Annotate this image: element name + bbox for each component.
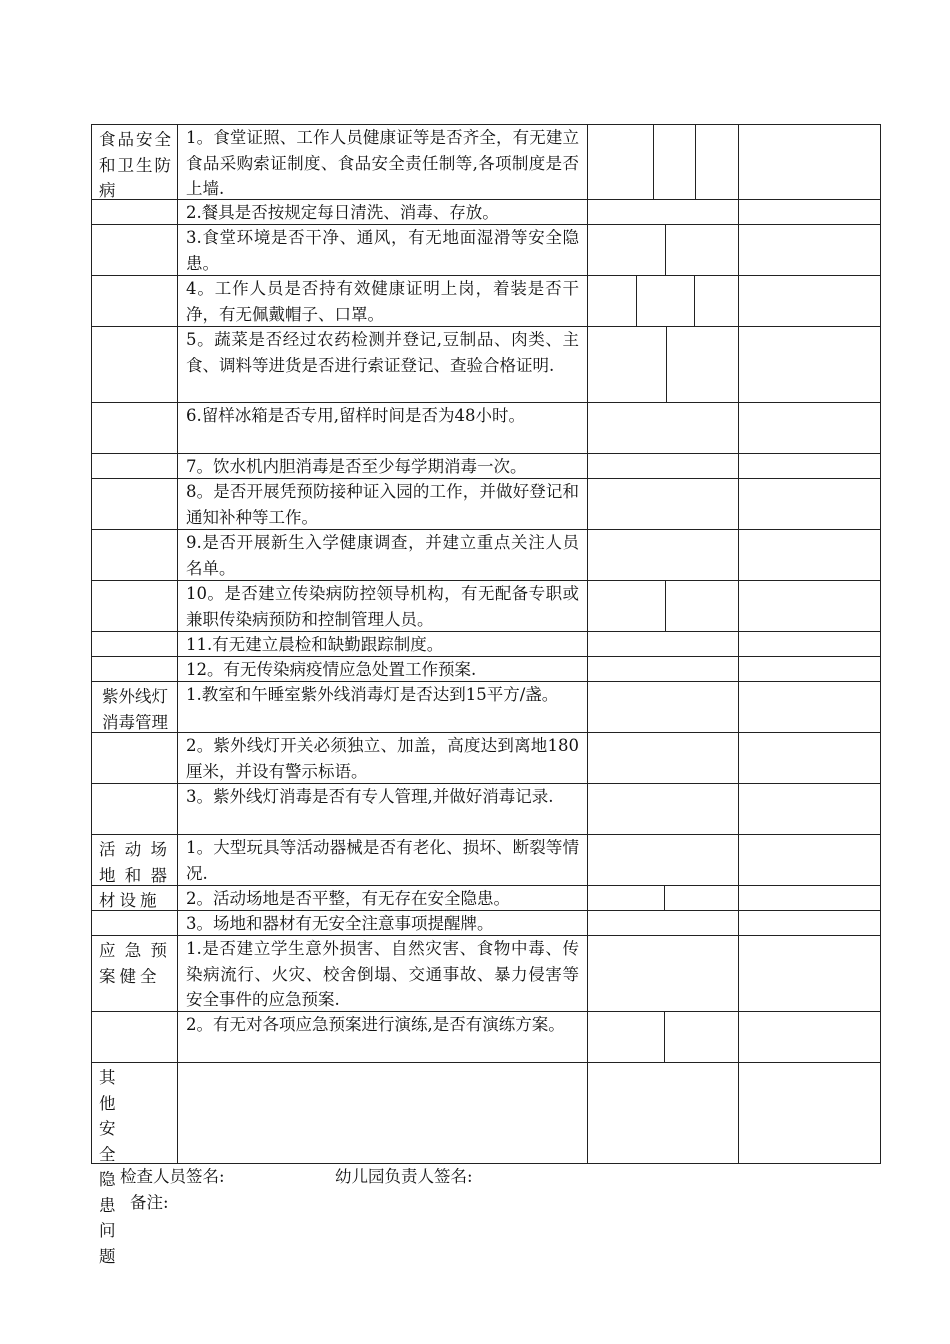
check-item: 6.留样冰箱是否专用,留样时间是否为48小时。 [186, 406, 525, 425]
category-label: 其他安全隐患问题 [99, 1068, 130, 1266]
checklist-row [91, 200, 881, 225]
check-item: 3。紫外线灯消毒是否有专人管理,并做好消毒记录. [186, 787, 554, 806]
checklist-row [91, 479, 881, 530]
check-item: 12。有无传染病疫情应急处置工作预案. [186, 660, 477, 679]
checklist-row [91, 936, 881, 1012]
check-item: 1。大型玩具等活动器械是否有老化、损坏、断裂等情况. [186, 838, 579, 883]
checklist-row [91, 581, 881, 632]
check-item: 4。工作人员是否持有效健康证明上岗，着装是否干净，有无佩戴帽子、口罩。 [186, 279, 579, 324]
checklist-row [91, 124, 881, 200]
checklist-row [91, 276, 881, 327]
category-label: 应急预案健全 [99, 941, 171, 986]
check-item: 1。食堂证照、工作人员健康证等是否齐全，有无建立食品采购索证制度、食品安全责任制等,各项制度是否上墙. [186, 128, 579, 198]
remark-label: 备注: [130, 1193, 169, 1212]
check-item: 2。紫外线灯开关必须独立、加盖，高度达到离地180厘米，并设有警示标语。 [186, 736, 579, 781]
checklist-row [91, 1012, 881, 1063]
check-item: 3.食堂环境是否干净、通风，有无地面湿滑等安全隐患。 [186, 228, 579, 273]
check-item: 11.有无建立晨检和缺勤跟踪制度。 [186, 635, 444, 654]
checklist-row [91, 403, 881, 454]
checklist-row [91, 225, 881, 276]
check-item: 1.教室和午睡室紫外线消毒灯是否达到15平方/盏。 [186, 685, 559, 704]
checklist-row [91, 784, 881, 835]
checklist-row [91, 632, 881, 657]
checklist-row [91, 327, 881, 403]
checklist-row [91, 530, 881, 581]
category-cell [91, 935, 177, 1062]
check-item: 2。有无对各项应急预案进行演练,是否有演练方案。 [186, 1015, 565, 1034]
category-cell [91, 834, 177, 935]
category-label: 食品安全和卫生防病 [99, 130, 171, 200]
category-cell [91, 124, 177, 681]
checklist-row [91, 886, 881, 911]
category-label: 紫外线灯消毒管理 [102, 687, 168, 732]
check-item: 2.餐具是否按规定每日清洗、消毒、存放。 [186, 203, 499, 222]
checklist-row [91, 1063, 881, 1164]
category-label: 活动场地和器材设施 [99, 840, 171, 910]
checklist-row [91, 454, 881, 479]
check-item: 8。是否开展凭预防接种证入园的工作，并做好登记和通知补种等工作。 [186, 482, 579, 527]
checklist-row [91, 911, 881, 936]
checklist-row [91, 657, 881, 682]
check-item [177, 1063, 587, 1163]
check-item: 2。活动场地是否平整，有无存在安全隐患。 [186, 889, 510, 908]
check-item: 7。饮水机内胆消毒是否至少每学期消毒一次。 [186, 457, 527, 476]
check-item: 10。是否建立传染病防控领导机构，有无配备专职或兼职传染病预防和控制管理人员。 [186, 584, 579, 629]
check-item: 1.是否建立学生意外损害、自然灾害、食物中毒、传染病流行、火灾、校舍倒塌、交通事故、暴力侵害等安全事件的应急预案. [186, 939, 579, 1009]
check-item: 5。蔬菜是否经过农药检测并登记,豆制品、肉类、主食、调料等进货是否进行索证登记、查验合格证明. [186, 330, 579, 375]
category-cell [91, 681, 177, 834]
checklist-row [91, 682, 881, 733]
checklist-row [91, 835, 881, 886]
check-item: 3。场地和器材有无安全注意事项提醒牌。 [186, 914, 494, 933]
checklist-row [91, 733, 881, 784]
principal-signature-label: 幼儿园负责人签名: [335, 1167, 473, 1186]
inspector-signature-label: 检查人员签名: [120, 1167, 225, 1186]
check-item: 9.是否开展新生入学健康调查，并建立重点关注人员名单。 [186, 533, 579, 578]
